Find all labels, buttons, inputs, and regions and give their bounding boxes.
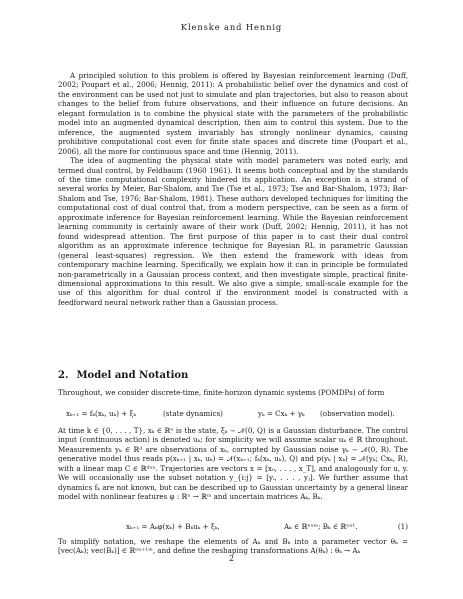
equation-observation-model: yₖ = Cxₖ + γₖ (258, 409, 305, 418)
section-intro-text (58, 388, 408, 397)
equation-state-dynamics: xₖ₊₁ = fₖ(xₖ, uₖ) + ξₖ (66, 409, 137, 418)
equation-1-main: xₖ₊₁ = Aₖφ(xₖ) + Bₖuₖ + ξₖ, (126, 522, 220, 531)
page-number: 2 (228, 554, 235, 563)
equation-1-domain: Aₖ ∈ ℝⁿˣᵐ; Bₖ ∈ ℝⁿˣ¹. (284, 522, 358, 531)
intro-text (58, 71, 408, 307)
equation-state-dynamics-label: (state dynamics) (163, 409, 223, 418)
section-heading (58, 370, 408, 381)
equation-1-number: (1) (397, 522, 408, 531)
paragraph-reshape: To simplify notation, we reshape the elements of Aₖ and Bₖ into a parameter vector θₖ = [vec(Aₖ); vec(Bₖ)] ∈ ℝ⁽ᵐ⁺¹⁾ⁿ, and define the reshaping transformations A(θₖ) : θₖ → Aₖ (58, 537, 408, 556)
equation-1 (58, 522, 408, 532)
paragraph-throughout: Throughout, we consider discrete-time, finite-horizon dynamic systems (POMDPs) of form (58, 388, 385, 397)
section-title: Model and Notation (76, 370, 189, 381)
running-head: Klenske and Hennig (180, 22, 283, 32)
equation-observation-model-label: (observation model). (320, 409, 395, 418)
paragraph-model-definition: At time k ∈ {0, . . . , T}, xₖ ∈ ℝⁿ is the state, ξₖ ∼ 𝒩(0, Q) is a Gaussian disturbance. The control input (continuous action) is denoted uₖ; for simplicity we will assume scalar uₖ ∈ ℝ throughout. Measurements yₖ ∈ ℝᵈ are observations of xₖ, corrupted by Gaussian noise γₖ ∼ 𝒩(0, R). The generative model thus reads p(xₖ₊₁ | xₖ, uₖ) = 𝒩(xₖ₊₁; fₖ(xₖ, uₖ), Q) and p(yₖ | xₖ) = 𝒩(yₖ; Cxₖ, R), with a linear map C ∈ ℝᵈˣⁿ. Trajectories are vectors x = [x₀, . . . , x_T], and analogously for u, y. We will occasionally use the subset notation y_{i:j} = [yᵢ, . . . , yⱼ]. We further assume that dynamics fₖ are not known, but can be described up to Gaussian uncertainty by a general linear model with nonlinear features φ : ℝⁿ → ℝᵐ and uncertain matrices Aₖ, Bₖ. (58, 426, 408, 502)
paragraph-dual-control: The idea of augmenting the physical state with model parameters was noted early, and termed dual control, by Feldbaum (1960 1961). It seems both conceptual and by the standards of the time computational complexity hindered its application. An exception is a strand of several works by Meier, Bar-Shalom, and Tse (Tse et al., 1973; Tse and Bar-Shalom, 1973; Bar-Shalom and Tse, 1976; Bar-Shalom, 1981). These authors developed techniques for limiting the computational cost of dual control that, from a modern perspective, can be seen as a form of approximate inference for Bayesian reinforcement learning. While the Bayesian reinforcement learning community is certainly aware of their work (Duff, 2002; Hennig, 2011), it has not found widespread attention. The first purpose of this paper is to cast their dual control algorithm as an approximate inference technique for Bayesian RL in parametric Gaussian (general least-squares) regression. We then extend the framework with ideas from contemporary machine learning. Specifically, we explain how it can in principle be formulated non-parametrically in a Gaussian process context, and then investigate simple, practical finite-dimensional approximations to this result. We also give a simple, small-scale example for the use of this algorithm for dual control if the environment model is constructed with a feedforward neural network rather than a Gaussian process. (58, 156, 408, 307)
equation-dynamics-observation (58, 409, 408, 419)
section-number: 2. (58, 370, 69, 381)
paragraph-bayesian-rl: A principled solution to this problem is offered by Bayesian reinforcement learning (Duff, 2002; Poupart et al., 2006; Hennig, 2011): A probabilistic belief over the dynamics and cost of the environment can be used not just to simulate and plan trajectories, but also to reason about changes to the belief from future observations, and their influence on future decisions. An elegant formulation is to combine the physical state with the parameters of the probabilistic model into an augmented dynamical description, then aim to control this system. Due to the inference, the augmented system invariably has strongly nonlinear dynamics, causing prohibitive computational cost even for finite state spaces and discrete time (Poupart et al., 2006), all the more for continuous space and time (Hennig, 2011). (58, 71, 408, 156)
model-description-text (58, 426, 408, 502)
